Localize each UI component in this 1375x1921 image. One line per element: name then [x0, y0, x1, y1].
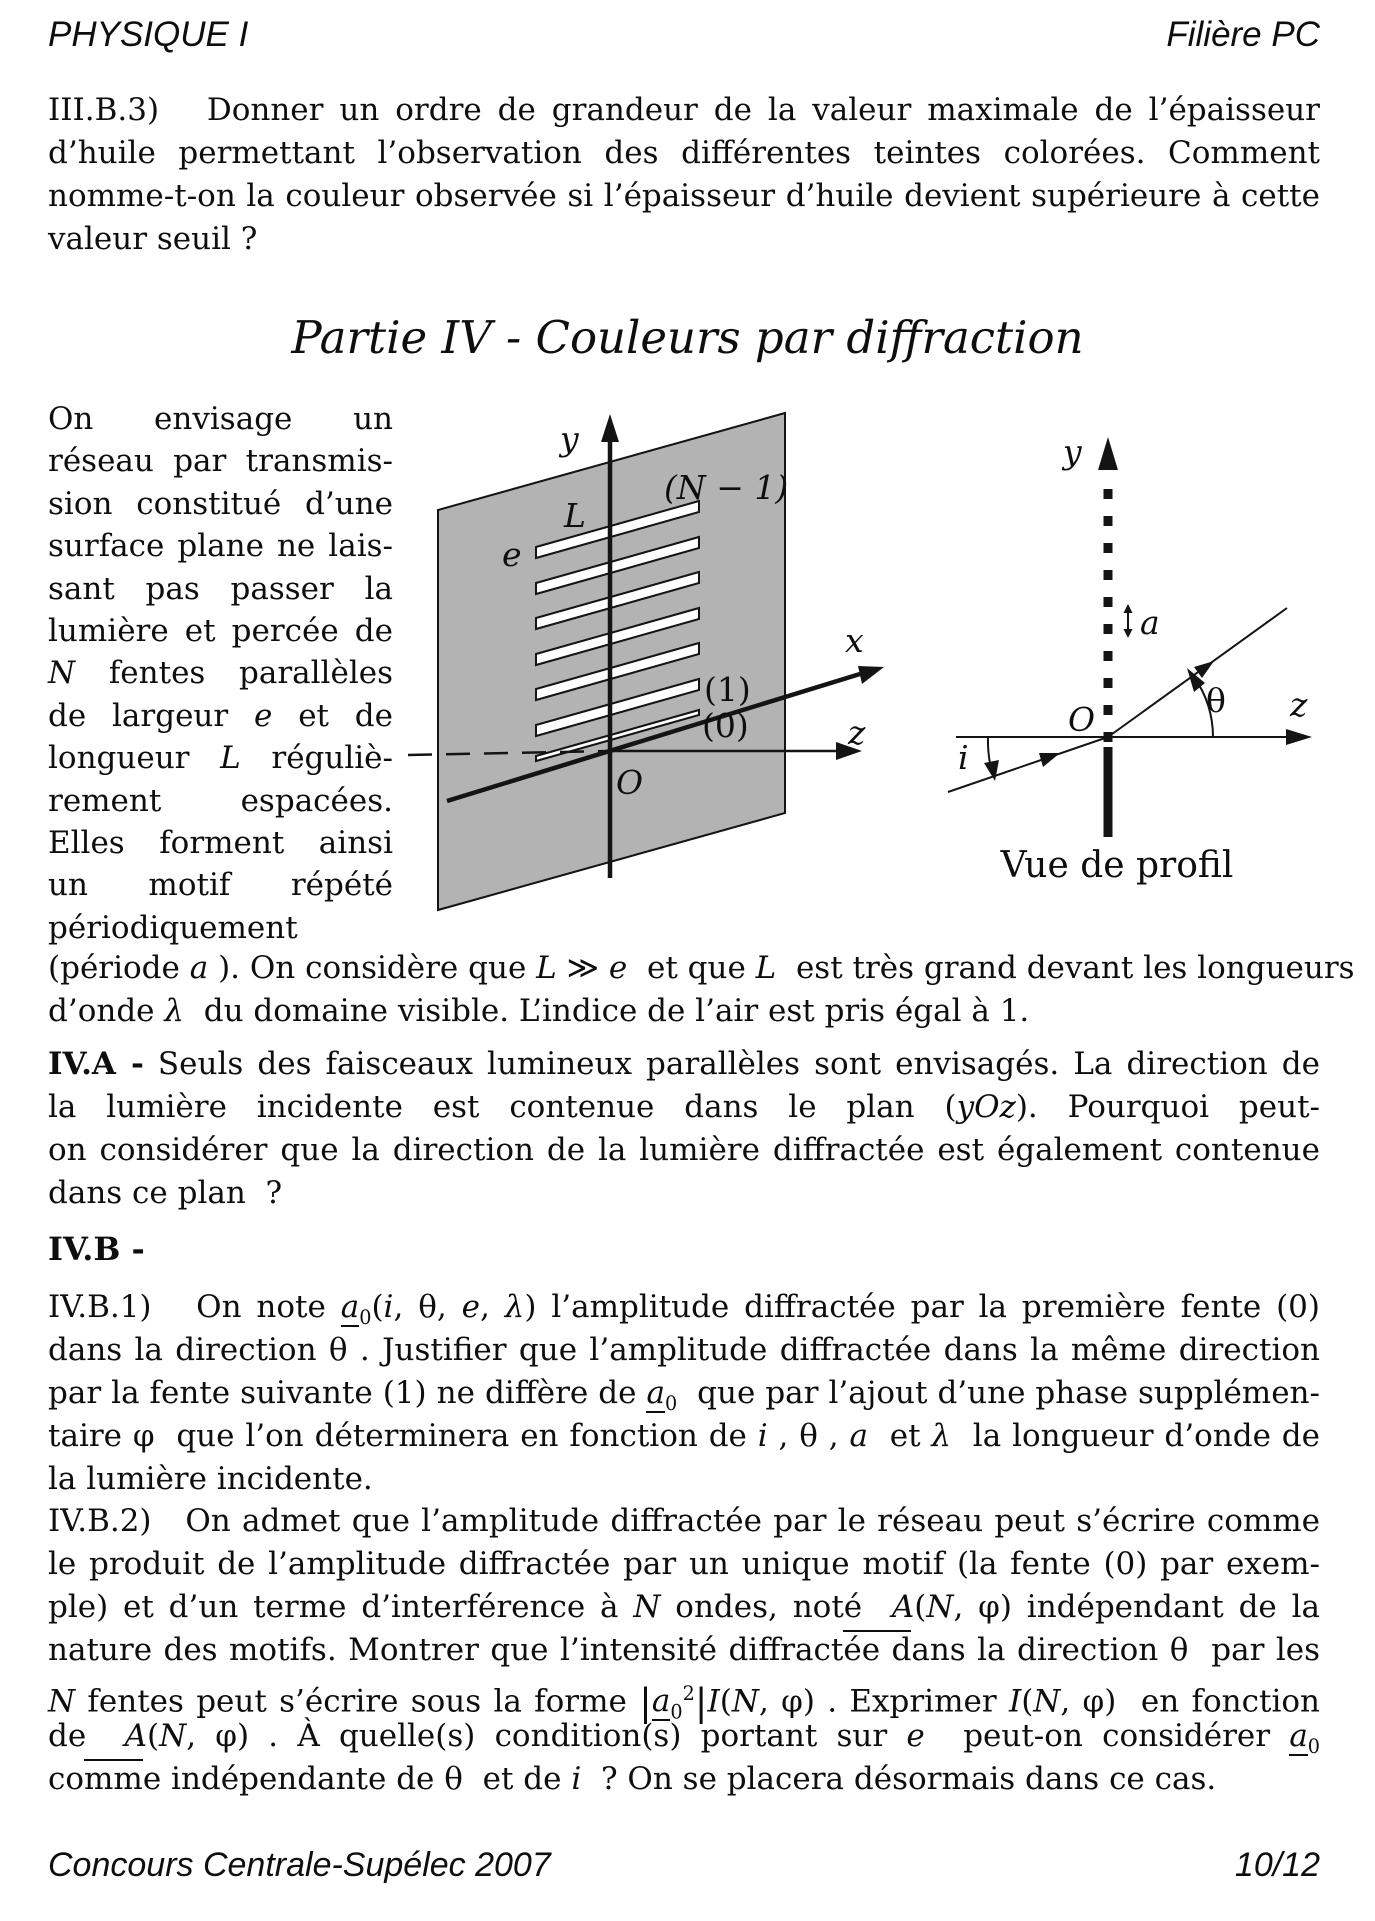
text-line: sion constitué d’une: [48, 485, 393, 522]
profile-y-arrowhead: [1098, 437, 1118, 470]
profile-z-arrowhead: [1286, 729, 1312, 745]
text-line: taire φ que l’on déterminera en fonction de i , θ , a et λ la longueur d’onde de: [48, 1418, 1320, 1454]
footer-right: 10/12: [1234, 1846, 1320, 1884]
x-axis-arrowhead: [858, 666, 884, 684]
period-arrow-down: [1124, 629, 1133, 638]
text-line: lumière et percée de: [48, 612, 393, 649]
text-line: longueur L réguliè-: [48, 740, 394, 777]
label-slit-length: L: [564, 496, 586, 535]
text-line: d’huile permettant l’observation des différentes teintes colorées. Comment: [48, 135, 1320, 171]
text-line: réseau par transmis-: [48, 443, 393, 480]
profile-caption: Vue de profil: [1000, 845, 1234, 886]
question-3b3: [48, 89, 1320, 261]
header-left: PHYSIQUE I: [48, 15, 249, 54]
text-line: ple) et d’un terme d’interférence à N ondes, noté A(N, φ) indépendant de la: [48, 1589, 1320, 1625]
y-axis-arrowhead: [601, 414, 619, 442]
text-line: surface plane ne lais-: [48, 528, 393, 565]
opaque-bar: [1104, 747, 1113, 837]
label-x-axis: x: [845, 621, 864, 660]
text-line: On envisage un: [48, 401, 393, 437]
text-line: IV.B.2) On admet que l’amplitude diffractée par le réseau peut s’écrire comme: [48, 1503, 1320, 1539]
text-line: de largeur e et de: [48, 697, 393, 734]
text-line: la lumière incidente.: [48, 1461, 373, 1497]
question-4b2: [48, 1500, 1320, 1801]
label-slit-1: (1): [704, 670, 751, 709]
profile-label-theta: θ: [1206, 681, 1226, 720]
text-line: la lumière incidente est contenue dans le plan (yOz). Pourquoi peut-: [48, 1089, 1320, 1125]
text-line: valeur seuil ?: [48, 221, 258, 257]
profile-label-i: i: [958, 738, 969, 777]
profile-label-a: a: [1140, 603, 1160, 642]
label-slit-n1: (N − 1): [664, 468, 789, 507]
question-4b1: [48, 1286, 1320, 1501]
diffracted-ray-arrowhead: [1194, 661, 1214, 678]
header-right: Filière PC: [1166, 15, 1320, 54]
text-line: rement espacées.: [48, 782, 393, 819]
text-line: d’onde λ du domaine visible. L’indice de l’air est pris égal à 1.: [48, 993, 1030, 1029]
figure-profile-view: [948, 432, 1312, 886]
text-line: N fentes peut s’écrire sous la forme $|a_0^2|I(N$, φ) . Exprimer I(N, φ) en fonction: [48, 1680, 1320, 1725]
profile-label-origin: O: [1068, 700, 1096, 739]
text-line: par la fente suivante (1) ne diffère de $a_0$ que par l’ajout d’une phase supplémen-: [48, 1375, 1320, 1416]
label-slit-0: (0): [702, 706, 749, 745]
text-line: (période a ). On considère que L ≫ e et que L est très grand devant les longueurs: [48, 950, 1355, 986]
text-line: le produit de l’amplitude diffractée par un unique motif (la fente (0) par exem-: [48, 1546, 1320, 1582]
text-line: IV.A - Seuls des faisceaux lumineux parallèles sont envisagés. La direction de: [48, 1046, 1320, 1082]
text-line: nomme-t-on la couleur observée si l’épaisseur d’huile devient supérieure à cette: [48, 178, 1320, 214]
text-line: comme indépendante de θ et de i ? On se placera désormais dans ce cas.: [48, 1761, 1217, 1797]
text-line: Elles forment ainsi: [48, 824, 393, 861]
text-line: sant pas passer la: [48, 570, 393, 607]
figure-grating-3d: [408, 413, 884, 910]
diffracted-ray: [1108, 608, 1287, 737]
text-line: nature des motifs. Montrer que l’intensité diffractée dans la direction θ par les: [48, 1632, 1321, 1668]
label-slit-width: e: [502, 535, 522, 574]
incident-ray: [948, 737, 1108, 792]
text-line: de A(N, φ) . À quelle(s) condition(s) portant sur e peut-on considérer $a_0$: [48, 1718, 1321, 1759]
text-line: périodiquement: [48, 909, 298, 946]
text-line: un motif répété: [48, 867, 393, 904]
profile-label-z: z: [1290, 685, 1308, 724]
heading-4b: IV.B -: [48, 1230, 145, 1268]
question-4a: [48, 1043, 1320, 1215]
section-title: Partie IV - Couleurs par diffraction: [291, 311, 1084, 364]
text-line: dans la direction θ . Justifier que l’amplitude diffractée dans la même direction: [48, 1332, 1320, 1368]
period-arrow-up: [1124, 604, 1133, 613]
text-line: IV.B.1) On note $a_0(i$, θ, e, λ) l’amplitude diffractée par la première fente (0): [48, 1289, 1320, 1330]
footer-left: Concours Centrale-Supélec 2007: [48, 1846, 551, 1884]
label-y-axis: y: [560, 419, 579, 458]
intro-continuation: [48, 947, 1355, 1033]
label-z-axis: z: [848, 713, 866, 752]
text-line: III.B.3) Donner un ordre de grandeur de la valeur maximale de l’épaisseur: [48, 92, 1320, 128]
text-line: dans ce plan ?: [48, 1175, 283, 1211]
figures-canvas: [0, 393, 1375, 943]
profile-label-y: y: [1063, 432, 1082, 471]
text-line: on considérer que la direction de la lumière diffractée est également contenue: [48, 1132, 1320, 1168]
incident-ray-arrowhead: [1039, 753, 1060, 767]
text-line: N fentes parallèles: [48, 655, 393, 692]
label-origin: O: [616, 763, 644, 802]
